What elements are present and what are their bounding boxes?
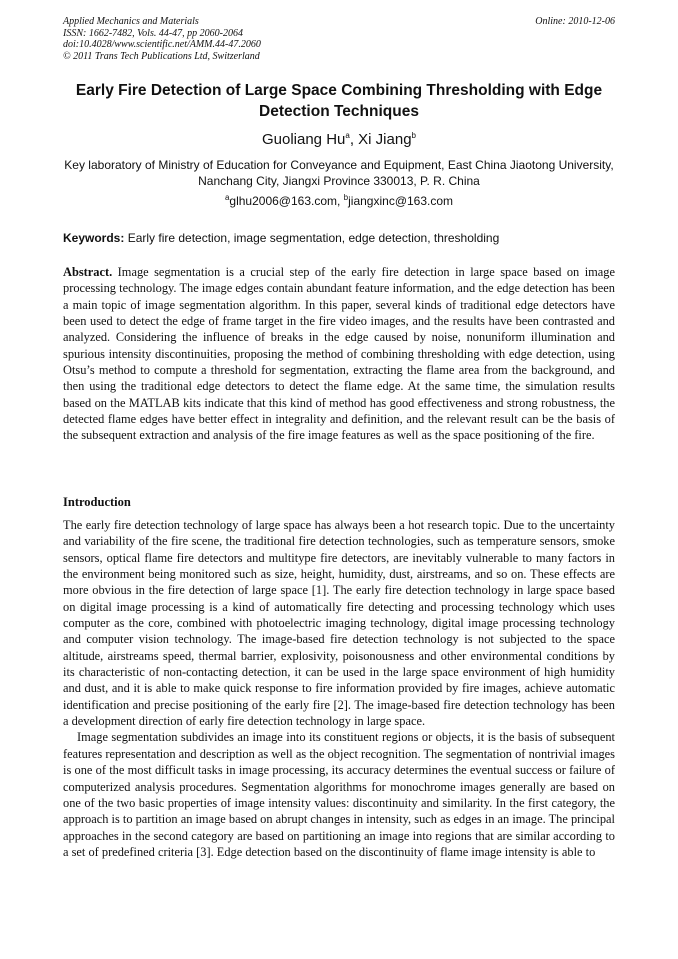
affiliation: Key laboratory of Ministry of Education for Conveyance and Equipment, East China Jiaotong University, Nanchang City, Jiangxi Province 330013, P. R. China bbox=[64, 158, 614, 188]
author-name: Guoliang Hu bbox=[261, 131, 346, 148]
author-name: Xi Jiang bbox=[358, 131, 412, 148]
email-address: glhu2006@163.com, bbox=[229, 194, 344, 208]
introduction-body bbox=[63, 517, 615, 860]
abstract-text: Image segmentation is a crucial step of the early fire detection in large space based on image processing technology. The image edges contain abundant feature information, and the edge detection has been a main topic of image segmentation algorithm. In this paper, several kinds of traditional edge detectors have been used to detect the edge of frame target in the fire video images, and the results have been contrasted and analyzed. Considering the influence of breaks in the edge caused by noise, nonuniform illumination and spurious intensity discontinuities, proposing the method of combining thresholding with edge detection, using Otsu’s method to compute a threshold for segmentation, extracting the flame area from the background, and then using the traditional edge detectors to detect the flame edge. At the same time, the simulation results based on the MATLAB kits indicate that this kind of method has good effectiveness and strong robustness, the detected flame edges have better effect in integrality and definition, and the relevant result can be the basis of the subsequent extraction and analysis of the fire image features as well as the space positioning of the fire. bbox=[63, 265, 615, 443]
journal-name: Applied Mechanics and Materials bbox=[63, 16, 199, 27]
paper-title: Early Fire Detection of Large Space Combining Thresholding with Edge Detection Techniques bbox=[75, 82, 603, 120]
doi-line: doi:10.4028/www.scientific.net/AMM.44-47.2060 bbox=[63, 39, 261, 50]
keywords-text: Early fire detection, image segmentation, edge detection, thresholding bbox=[124, 231, 500, 245]
copyright-line: © 2011 Trans Tech Publications Ltd, Switzerland bbox=[63, 50, 260, 62]
email-superscript: b bbox=[343, 193, 349, 202]
author-superscript: a bbox=[345, 131, 350, 140]
section-heading-introduction: Introduction bbox=[63, 495, 131, 509]
issn-line: ISSN: 1662-7482, Vols. 44-47, pp 2060-2064 bbox=[63, 27, 243, 39]
author-line bbox=[60, 131, 618, 148]
online-date: Online: 2010-12-06 bbox=[535, 16, 615, 27]
paragraph: The early fire detection technology of large space has always been a hot research topic. Due to the uncertainty and variability of the fire scene, the traditional fire detection technologies, such as temperature sensors, smoke sensors, optical flame fire detectors and multitype fire detectors, are inevitably vulnerable to many factors in the environment being monitored such as size, height, humidity, dust, airstreams, and so on. These effects are more obvious in the fire detection of large space [1]. The early fire detection technology in large space based on digital image processing is a kind of automatically fire detecting and processing technology which uses computer as the core, combined with photoelectric imaging technology, digital image processing technology and computer vision technology. The image-based fire detection technology is not subjected to the space altitude, airstreams speed, thermal barrier, explosivity, poisonousness and other environmental conditions by its characteristic of non-contacting detection, it can be used in the large space environment of high humidity and dust, and it is able to make quick response to fire information provided by fire images, achieve automatic identification and precise positioning of the early fire [2]. The image-based fire detection technology has been a development direction of early fire detection technology in large space. bbox=[63, 518, 615, 729]
journal-header bbox=[63, 16, 261, 62]
author-separator: , bbox=[349, 131, 359, 148]
abstract-label: Abstract. bbox=[63, 265, 113, 279]
email-superscript: a bbox=[224, 193, 230, 202]
author-superscript: b bbox=[411, 131, 416, 140]
keywords-label: Keywords: bbox=[63, 231, 125, 245]
paragraph: Image segmentation subdivides an image into its constituent regions or objects, it is the basis of subsequent features representation and description as well as the object recognition. The segmentation of nontrivial images is one of the most difficult tasks in image processing, its accuracy determines the eventual success or failure of computerized analysis procedures. Segmentation algorithms for monochrome images generally are based on one of the two basic properties of image intensity values: discontinuity and similarity. In the first category, the approach is to partition an image based on abrupt changes in intensity, such as edges in an image. The principal approaches in the second category are based on partitioning an image into regions that are similar according to a set of predefined criteria [3]. Edge detection based on the discontinuity of flame image intensity is able to bbox=[63, 730, 615, 859]
abstract bbox=[63, 264, 615, 444]
keywords bbox=[63, 231, 615, 245]
email-line bbox=[60, 194, 618, 208]
email-address: jiangxinc@163.com bbox=[348, 194, 454, 208]
